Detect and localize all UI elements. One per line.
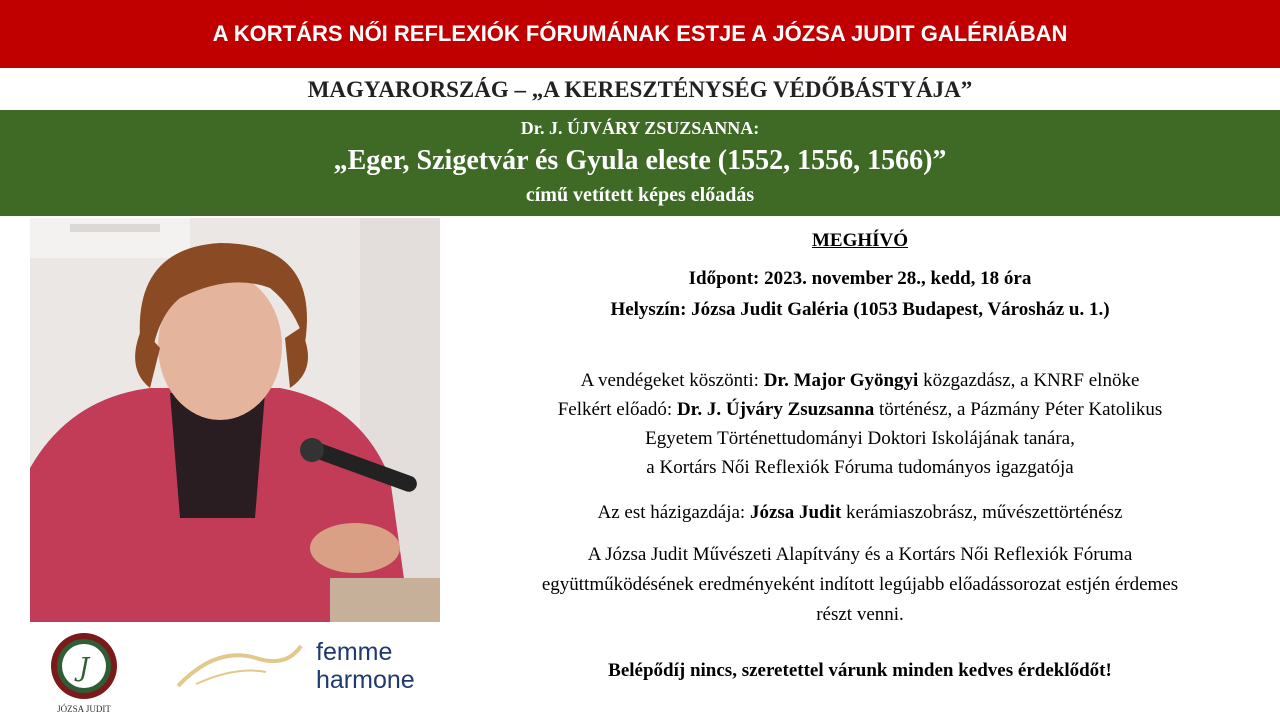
speaker-suffix: történész, a Pázmány Péter Katolikus (874, 399, 1163, 420)
speaker-info-line (440, 399, 1280, 421)
speaker-prefix: Felkért előadó: (557, 399, 677, 420)
top-banner (0, 0, 1280, 68)
svg-text:J: J (78, 653, 90, 683)
description-line3: részt venni. (816, 604, 904, 625)
event-time: Időpont: 2023. november 28., kedd, 18 óra (688, 268, 1032, 289)
speaker-info-line3: a Kortárs Női Reflexiók Fóruma tudományos igazgatója (646, 457, 1074, 478)
description-line2: együttműködésének eredményeként indított legújabb előadássorozat estjén érdemes (541, 574, 1179, 595)
host-prefix: Az est házigazdája: (597, 502, 750, 523)
speaker-line: Dr. J. ÚJVÁRY ZSUZSANNA: (520, 118, 760, 138)
speaker-name: Dr. J. Újváry Zsuzsanna (676, 399, 875, 420)
greeting-prefix: A vendégeket köszönti: (580, 370, 764, 391)
lecture-banner (0, 110, 1280, 216)
greeting-suffix: közgazdász, a KNRF elnöke (918, 370, 1140, 391)
host-line (440, 502, 1280, 524)
series-title: MAGYARORSZÁG – „A KERESZTÉNYSÉG VÉDŐBÁSTYÁJA” (307, 77, 973, 102)
host-suffix: kerámiaszobrász, művészettörténész (841, 502, 1123, 523)
host-name: Józsa Judit (749, 502, 842, 523)
event-place: Helyszín: Józsa Judit Galéria (1053 Budapest, Városház u. 1.) (610, 299, 1110, 320)
harmone-text: harmone (316, 666, 415, 694)
greeting-name: Dr. Major Gyöngyi (763, 370, 919, 391)
foundation-logo (48, 632, 120, 720)
invitation-heading: MEGHÍVÓ (811, 230, 909, 251)
speaker-photo (30, 218, 440, 622)
lecture-subtitle: című vetített képes előadás (525, 184, 755, 206)
foundation-logo-text: JÓZSA JUDIT (57, 704, 111, 714)
speaker-info-line2: Egyetem Történettudományi Doktori Iskolájának tanára, (645, 428, 1075, 449)
femme-harmone-logo (176, 636, 426, 696)
greeting-line (440, 370, 1280, 392)
banner-title: A KORTÁRS NŐI REFLEXIÓK FÓRUMÁNAK ESTJE A JÓZSA JUDIT GALÉRIÁBAN (212, 21, 1068, 46)
description-line1: A Józsa Judit Művészeti Alapítvány és a Kortárs Női Reflexiók Fóruma (587, 544, 1133, 565)
lecture-title: „Eger, Szigetvár és Gyula eleste (1552, 1556, 1566)” (333, 145, 947, 176)
femme-text: femme (316, 638, 393, 666)
closing-line: Belépődíj nincs, szeretettel várunk minden kedves érdeklődőt! (608, 660, 1112, 681)
